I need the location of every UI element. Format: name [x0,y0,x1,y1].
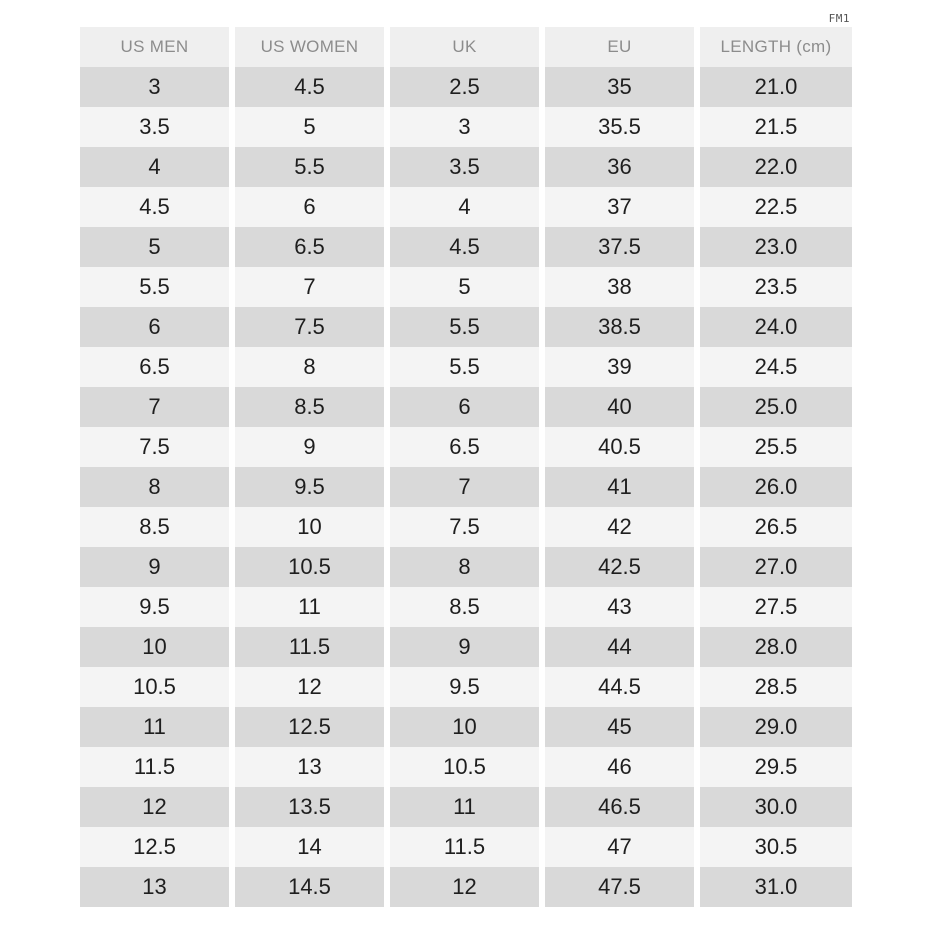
us-men-cell: 6.5 [80,347,235,387]
eu-cell: 42 [545,507,700,547]
table-row [80,307,852,347]
us-men-cell: 11 [80,707,235,747]
eu-cell: 44 [545,627,700,667]
uk-cell: 5.5 [390,347,545,387]
us-men-cell: 6 [80,307,235,347]
us-women-cell: 10.5 [235,547,390,587]
size-rows [80,67,852,907]
eu-cell: 46 [545,747,700,787]
uk-cell: 7.5 [390,507,545,547]
uk-cell: 8 [390,547,545,587]
us-men-cell: 7.5 [80,427,235,467]
uk-cell: 6 [390,387,545,427]
us-men-cell: 7 [80,387,235,427]
column-header-length-cm: LENGTH (cm) [700,27,852,67]
length-cm-cell: 30.5 [700,827,852,867]
eu-cell: 47.5 [545,867,700,907]
us-women-cell: 10 [235,507,390,547]
length-cm-cell: 22.0 [700,147,852,187]
us-men-cell: 3 [80,67,235,107]
eu-cell: 44.5 [545,667,700,707]
eu-cell: 46.5 [545,787,700,827]
table-row [80,187,852,227]
uk-cell: 11 [390,787,545,827]
eu-cell: 35.5 [545,107,700,147]
length-cm-cell: 30.0 [700,787,852,827]
us-men-cell: 11.5 [80,747,235,787]
length-cm-cell: 26.0 [700,467,852,507]
us-women-cell: 9 [235,427,390,467]
eu-cell: 40.5 [545,427,700,467]
us-women-cell: 12.5 [235,707,390,747]
eu-cell: 35 [545,67,700,107]
column-header-eu: EU [545,27,700,67]
length-cm-cell: 28.5 [700,667,852,707]
uk-cell: 10 [390,707,545,747]
uk-cell: 3.5 [390,147,545,187]
length-cm-cell: 24.5 [700,347,852,387]
uk-cell: 11.5 [390,827,545,867]
us-men-cell: 10.5 [80,667,235,707]
table-row [80,507,852,547]
eu-cell: 47 [545,827,700,867]
us-women-cell: 13.5 [235,787,390,827]
us-men-cell: 3.5 [80,107,235,147]
table-row [80,827,852,867]
eu-cell: 42.5 [545,547,700,587]
us-men-cell: 9 [80,547,235,587]
us-men-cell: 5 [80,227,235,267]
eu-cell: 40 [545,387,700,427]
eu-cell: 43 [545,587,700,627]
eu-cell: 37 [545,187,700,227]
us-men-cell: 5.5 [80,267,235,307]
length-cm-cell: 29.0 [700,707,852,747]
us-women-cell: 5.5 [235,147,390,187]
uk-cell: 2.5 [390,67,545,107]
us-men-cell: 8 [80,467,235,507]
us-women-cell: 8.5 [235,387,390,427]
table-row [80,667,852,707]
length-cm-cell: 22.5 [700,187,852,227]
length-cm-cell: 29.5 [700,747,852,787]
us-men-cell: 9.5 [80,587,235,627]
eu-cell: 41 [545,467,700,507]
us-women-cell: 7 [235,267,390,307]
us-women-cell: 4.5 [235,67,390,107]
us-women-cell: 14 [235,827,390,867]
length-cm-cell: 23.5 [700,267,852,307]
length-cm-cell: 27.5 [700,587,852,627]
us-women-cell: 8 [235,347,390,387]
uk-cell: 3 [390,107,545,147]
table-row [80,587,852,627]
length-cm-cell: 31.0 [700,867,852,907]
eu-cell: 38.5 [545,307,700,347]
table-row [80,147,852,187]
us-men-cell: 12 [80,787,235,827]
us-women-cell: 7.5 [235,307,390,347]
header-row [80,27,852,67]
length-cm-cell: 26.5 [700,507,852,547]
table-row [80,747,852,787]
us-men-cell: 4.5 [80,187,235,227]
us-men-cell: 12.5 [80,827,235,867]
shoe-size-chart [80,27,852,907]
eu-cell: 38 [545,267,700,307]
uk-cell: 6.5 [390,427,545,467]
table-row [80,67,852,107]
us-men-cell: 8.5 [80,507,235,547]
uk-cell: 7 [390,467,545,507]
table-row [80,427,852,467]
table-row [80,787,852,827]
us-men-cell: 13 [80,867,235,907]
length-cm-cell: 24.0 [700,307,852,347]
uk-cell: 4 [390,187,545,227]
eu-cell: 37.5 [545,227,700,267]
table-row [80,107,852,147]
table-row [80,547,852,587]
eu-cell: 36 [545,147,700,187]
us-women-cell: 13 [235,747,390,787]
length-cm-cell: 21.0 [700,67,852,107]
corner-code-label: FM1 [828,12,850,25]
uk-cell: 4.5 [390,227,545,267]
length-cm-cell: 23.0 [700,227,852,267]
table-row [80,267,852,307]
table-row [80,467,852,507]
length-cm-cell: 27.0 [700,547,852,587]
table-row [80,347,852,387]
length-cm-cell: 25.0 [700,387,852,427]
uk-cell: 10.5 [390,747,545,787]
length-cm-cell: 25.5 [700,427,852,467]
column-header-us-women: US WOMEN [235,27,390,67]
uk-cell: 8.5 [390,587,545,627]
uk-cell: 5 [390,267,545,307]
eu-cell: 39 [545,347,700,387]
table-row [80,707,852,747]
uk-cell: 12 [390,867,545,907]
us-women-cell: 14.5 [235,867,390,907]
table-row [80,387,852,427]
uk-cell: 9 [390,627,545,667]
us-women-cell: 9.5 [235,467,390,507]
us-women-cell: 5 [235,107,390,147]
eu-cell: 45 [545,707,700,747]
length-cm-cell: 21.5 [700,107,852,147]
uk-cell: 5.5 [390,307,545,347]
table-row [80,227,852,267]
column-header-uk: UK [390,27,545,67]
us-women-cell: 11 [235,587,390,627]
table-row [80,627,852,667]
us-men-cell: 4 [80,147,235,187]
us-women-cell: 12 [235,667,390,707]
length-cm-cell: 28.0 [700,627,852,667]
us-men-cell: 10 [80,627,235,667]
table-row [80,867,852,907]
us-women-cell: 11.5 [235,627,390,667]
column-header-us-men: US MEN [80,27,235,67]
us-women-cell: 6.5 [235,227,390,267]
us-women-cell: 6 [235,187,390,227]
uk-cell: 9.5 [390,667,545,707]
